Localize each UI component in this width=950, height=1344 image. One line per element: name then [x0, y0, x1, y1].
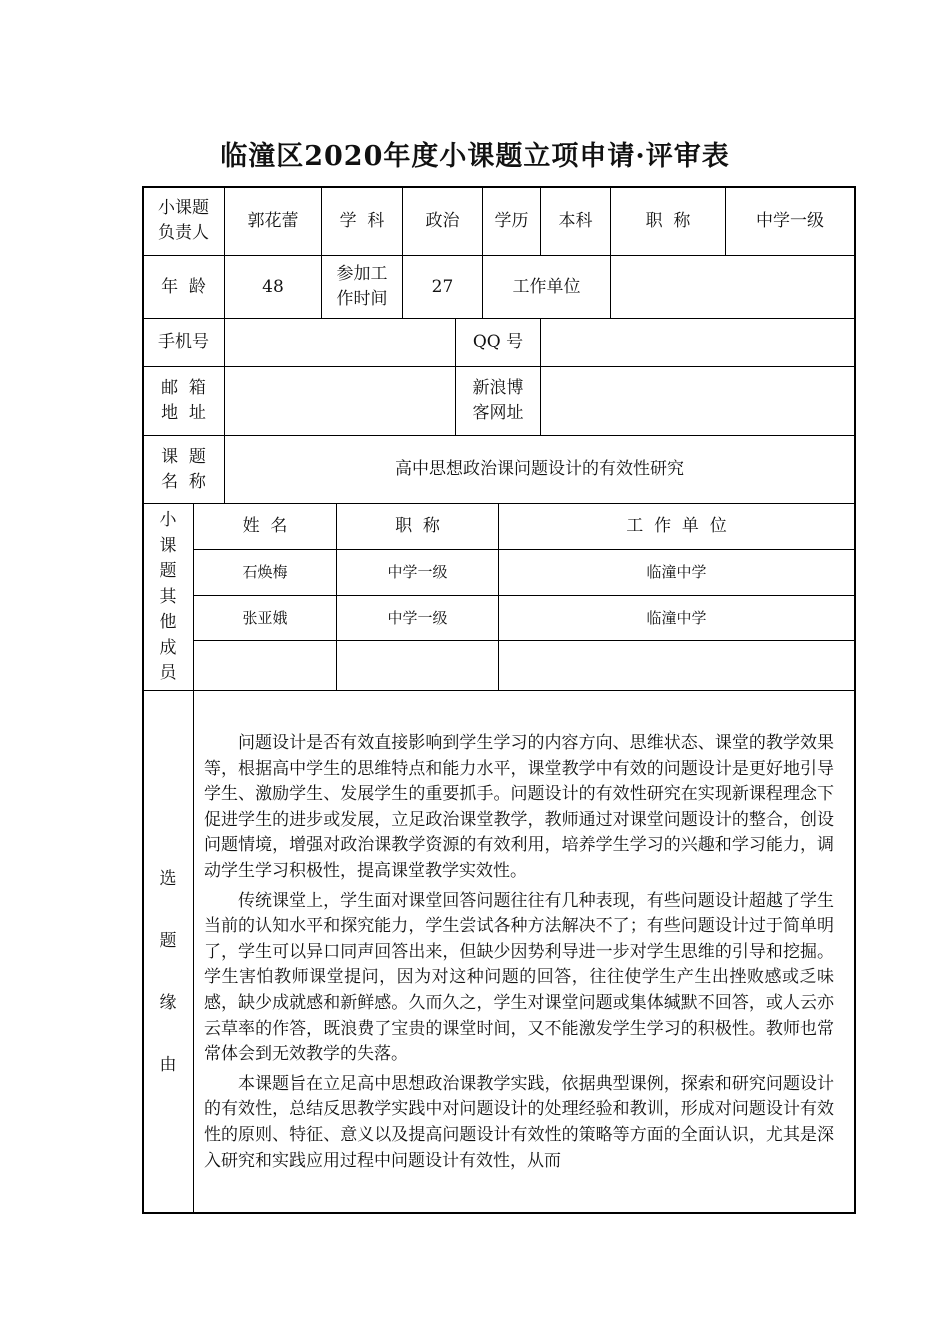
- age-label: 年 龄: [161, 276, 206, 297]
- work-start-value: 27: [431, 276, 454, 297]
- phone-field[interactable]: [225, 319, 455, 366]
- education-label: 学历: [494, 210, 529, 231]
- member-unit-field[interactable]: [499, 641, 854, 690]
- members-header-title: 职 称: [395, 516, 440, 536]
- member-unit: 临潼中学: [646, 563, 707, 581]
- member-name-field[interactable]: [194, 641, 336, 690]
- email-label: 邮 箱 地 址: [161, 378, 206, 423]
- title-value: 中学一级: [756, 210, 824, 231]
- rationale-paragraph: 问题设计是否有效直接影响到学生学习的内容方向、思维状态、课堂的教学效果等，根据高中学生的思维特点和能力水平，课堂教学中有效的问题设计是更好地引导学生、激励学生、发展学生的重要抓手。问题设计的有效性研究在实现新课程理念下促进学生的进步或发展，立足政治课堂教学，教师通过对课堂问题设计的整合，创设问题情境，增强对政治课教学资源的有效利用，培养学生学习的兴趣和学习能力，调动学生学习积极性，提高课堂教学实效性。: [204, 733, 834, 881]
- members-side-label: 小 课 题 其 他 成 员: [159, 510, 177, 683]
- member-name: 石焕梅: [242, 563, 288, 581]
- phone-label: 手机号: [158, 332, 209, 352]
- member-title: 中学一级: [387, 608, 448, 627]
- qq-label: QQ 号: [472, 332, 524, 352]
- members-header-name: 姓 名: [242, 516, 288, 536]
- topic-label: 课 题 名 称: [161, 446, 206, 492]
- member-unit: 临潼中学: [646, 608, 707, 627]
- education-value: 本科: [558, 210, 593, 231]
- rationale-paragraph: 传统课堂上，学生面对课堂回答问题往往有几种表现，有些问题设计超越了学生当前的认知水平和探究能力，学生尝试各种方法解决不了；有些问题设计过于简单明了，学生可以异口同声回答出来，但缺少因势利导进一步对学生思维的引导和挖掘。学生害怕教师课堂提问，因为对这种问题的回答，往往使学生产生出挫败感或乏味感，缺少成就感和新鲜感。久而久之，学生对课堂问题或集体缄默不回答，或人云亦云草率的作答，既浪费了宝贵的课堂时间，又不能激发学生学习的积极性。教师也常常体会到无效教学的失落。: [204, 890, 834, 1065]
- subject-label: 学 科: [339, 210, 385, 231]
- rationale-text: [204, 731, 834, 1209]
- member-title-field[interactable]: [337, 641, 498, 690]
- blog-field[interactable]: [541, 367, 854, 435]
- leader-name: 郭花蕾: [247, 210, 299, 231]
- rationale-side-label: 选 题 缘 由: [159, 869, 177, 1075]
- member-title: 中学一级: [387, 563, 448, 581]
- work-unit-field[interactable]: [611, 256, 854, 318]
- blog-label: 新浪博 客网址: [472, 378, 524, 423]
- age-value: 48: [262, 276, 284, 297]
- topic-value: 高中思想政治课问题设计的有效性研究: [395, 459, 684, 479]
- page-title: 临潼区2020年度小课题立项申请·评审表: [220, 141, 730, 172]
- title-label: 职 称: [645, 210, 691, 231]
- work-unit-label: 工作单位: [512, 276, 581, 297]
- work-start-label: 参加工 作时间: [336, 264, 388, 309]
- qq-field[interactable]: [541, 319, 854, 366]
- members-header-unit: 工 作 单 位: [626, 516, 727, 536]
- email-field[interactable]: [225, 367, 455, 435]
- subject-value: 政治: [425, 210, 460, 231]
- leader-label: 小课题 负责人: [158, 198, 209, 243]
- member-name: 张亚娥: [242, 608, 288, 627]
- rationale-paragraph: 本课题旨在立足高中思想政治课教学实践，依据典型课例，探索和研究问题设计的有效性，总结反思教学实践中对问题设计的处理经验和教训，形成对问题设计有效性的原则、特征、意义以及提高问题设计有效性的策略等方面的全面认识，尤其是深入研究和实践应用过程中问题设计有效性，从而: [204, 1073, 834, 1171]
